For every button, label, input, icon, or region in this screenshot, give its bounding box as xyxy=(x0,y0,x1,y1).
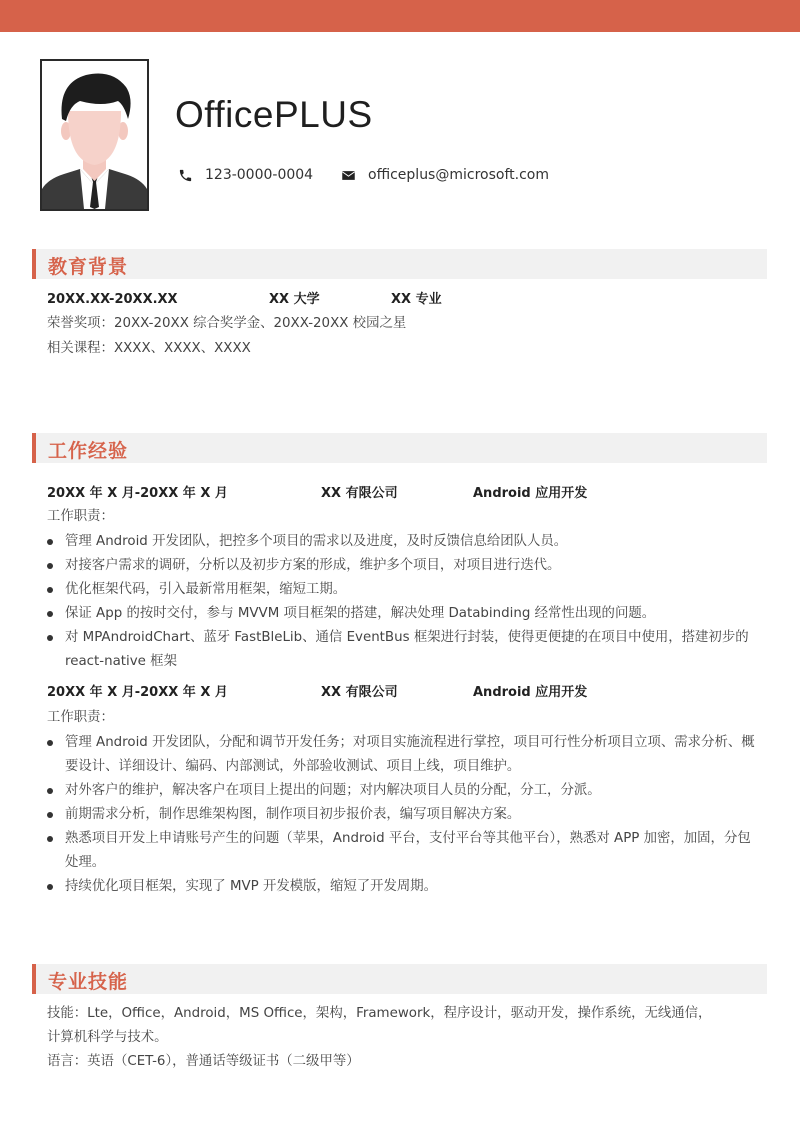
section-title: 教育背景 xyxy=(48,256,129,278)
list-item xyxy=(47,578,763,602)
email-contact xyxy=(341,165,549,185)
bullet-dot xyxy=(47,539,53,545)
education-school: XX 大学 xyxy=(269,292,320,307)
section-header-skills xyxy=(32,964,767,994)
list-item xyxy=(47,875,763,899)
job-duty-label: 工作职责： xyxy=(47,509,114,524)
list-item xyxy=(47,626,763,674)
list-item xyxy=(47,779,763,803)
candidate-name: OfficePLUS xyxy=(175,94,373,135)
bullet-dot xyxy=(47,611,53,617)
list-item xyxy=(47,554,763,578)
list-item xyxy=(47,530,763,554)
profile-photo xyxy=(40,59,149,211)
education-major: XX 专业 xyxy=(391,292,442,307)
education-honors: 荣誉奖项：20XX-20XX 综合奖学金、20XX-20XX 校园之星 xyxy=(47,316,407,331)
phone-number: 123-0000-0004 xyxy=(205,167,314,183)
bullet-dot xyxy=(47,836,53,842)
list-item-text: 对外客户的维护，解决客户在项目上提出的问题；对内解决项目人员的分配，分工，分派。 xyxy=(65,783,601,798)
section-title: 专业技能 xyxy=(48,971,129,993)
job-date: 20XX 年 X 月-20XX 年 X 月 xyxy=(47,685,228,700)
list-item-text: 管理 Android 开发团队，分配和调节开发任务；对项目实施流程进行掌控，项目可行性分析项目立项、需求分析、概要设计、详细设计、编码、内部测试，外部验收测试、项目上线，项目维护。 xyxy=(65,735,755,774)
job-duty-label: 工作职责： xyxy=(47,710,114,725)
section-header-education xyxy=(32,249,767,279)
bullet-dot xyxy=(47,812,53,818)
list-item xyxy=(47,827,763,875)
bullet-dot xyxy=(47,563,53,569)
bullet-dot xyxy=(47,635,53,641)
job-company: XX 有限公司 xyxy=(321,486,398,501)
list-item-text: 持续优化项目框架，实现了 MVP 开发模版，缩短了开发周期。 xyxy=(65,879,438,894)
list-item-text: 保证 App 的按时交付，参与 MVVM 项目框架的搭建，解决处理 Databinding 经常性出现的问题。 xyxy=(65,606,656,621)
list-item xyxy=(47,602,763,626)
avatar-illustration xyxy=(42,61,147,209)
list-item-text: 前期需求分析，制作思维架构图，制作项目初步报价表，编写项目解决方案。 xyxy=(65,807,521,822)
bullet-dot xyxy=(47,884,53,890)
job-company: XX 有限公司 xyxy=(321,685,398,700)
job-role: Android 应用开发 xyxy=(473,685,588,700)
education-courses: 相关课程：XXXX、XXXX、XXXX xyxy=(47,341,251,356)
skills-line-continued: 计算机科学与技术。 xyxy=(47,1030,168,1045)
top-accent-bar xyxy=(0,0,800,32)
list-item-text: 对 MPAndroidChart、蓝牙 FastBleLib、通信 EventBus 框架进行封装，使得更便捷的在项目中使用，搭建初步的 react-native 框架 xyxy=(65,630,749,669)
email-address: officeplus@microsoft.com xyxy=(368,167,549,183)
skills-line: 技能：Lte，Office，Android，MS Office，架构，Framework，程序设计，驱动开发，操作系统，无线通信， xyxy=(47,1006,712,1021)
bullet-dot xyxy=(47,788,53,794)
section-title: 工作经验 xyxy=(48,440,129,462)
phone-contact xyxy=(178,165,313,185)
language-line: 语言：英语（CET-6），普通话等级证书（二级甲等） xyxy=(47,1054,360,1069)
phone-icon xyxy=(178,168,193,183)
list-item-text: 优化框架代码，引入最新常用框架，缩短工期。 xyxy=(65,582,347,597)
list-item-text: 熟悉项目开发上申请账号产生的问题（苹果，Android 平台，支付平台等其他平台），熟悉对 APP 加密，加固，分包处理。 xyxy=(65,831,751,870)
list-item-text: 管理 Android 开发团队，把控多个项目的需求以及进度，及时反馈信息给团队人员。 xyxy=(65,534,568,549)
list-item xyxy=(47,803,763,827)
section-header-experience xyxy=(32,433,767,463)
job-date: 20XX 年 X 月-20XX 年 X 月 xyxy=(47,486,228,501)
list-item xyxy=(47,731,763,779)
job-role: Android 应用开发 xyxy=(473,486,588,501)
education-date: 20XX.XX-20XX.XX xyxy=(47,292,178,307)
envelope-icon xyxy=(341,168,356,183)
bullet-dot xyxy=(47,587,53,593)
list-item-text: 对接客户需求的调研，分析以及初步方案的形成，维护多个项目，对项目进行迭代。 xyxy=(65,558,561,573)
bullet-dot xyxy=(47,740,53,746)
